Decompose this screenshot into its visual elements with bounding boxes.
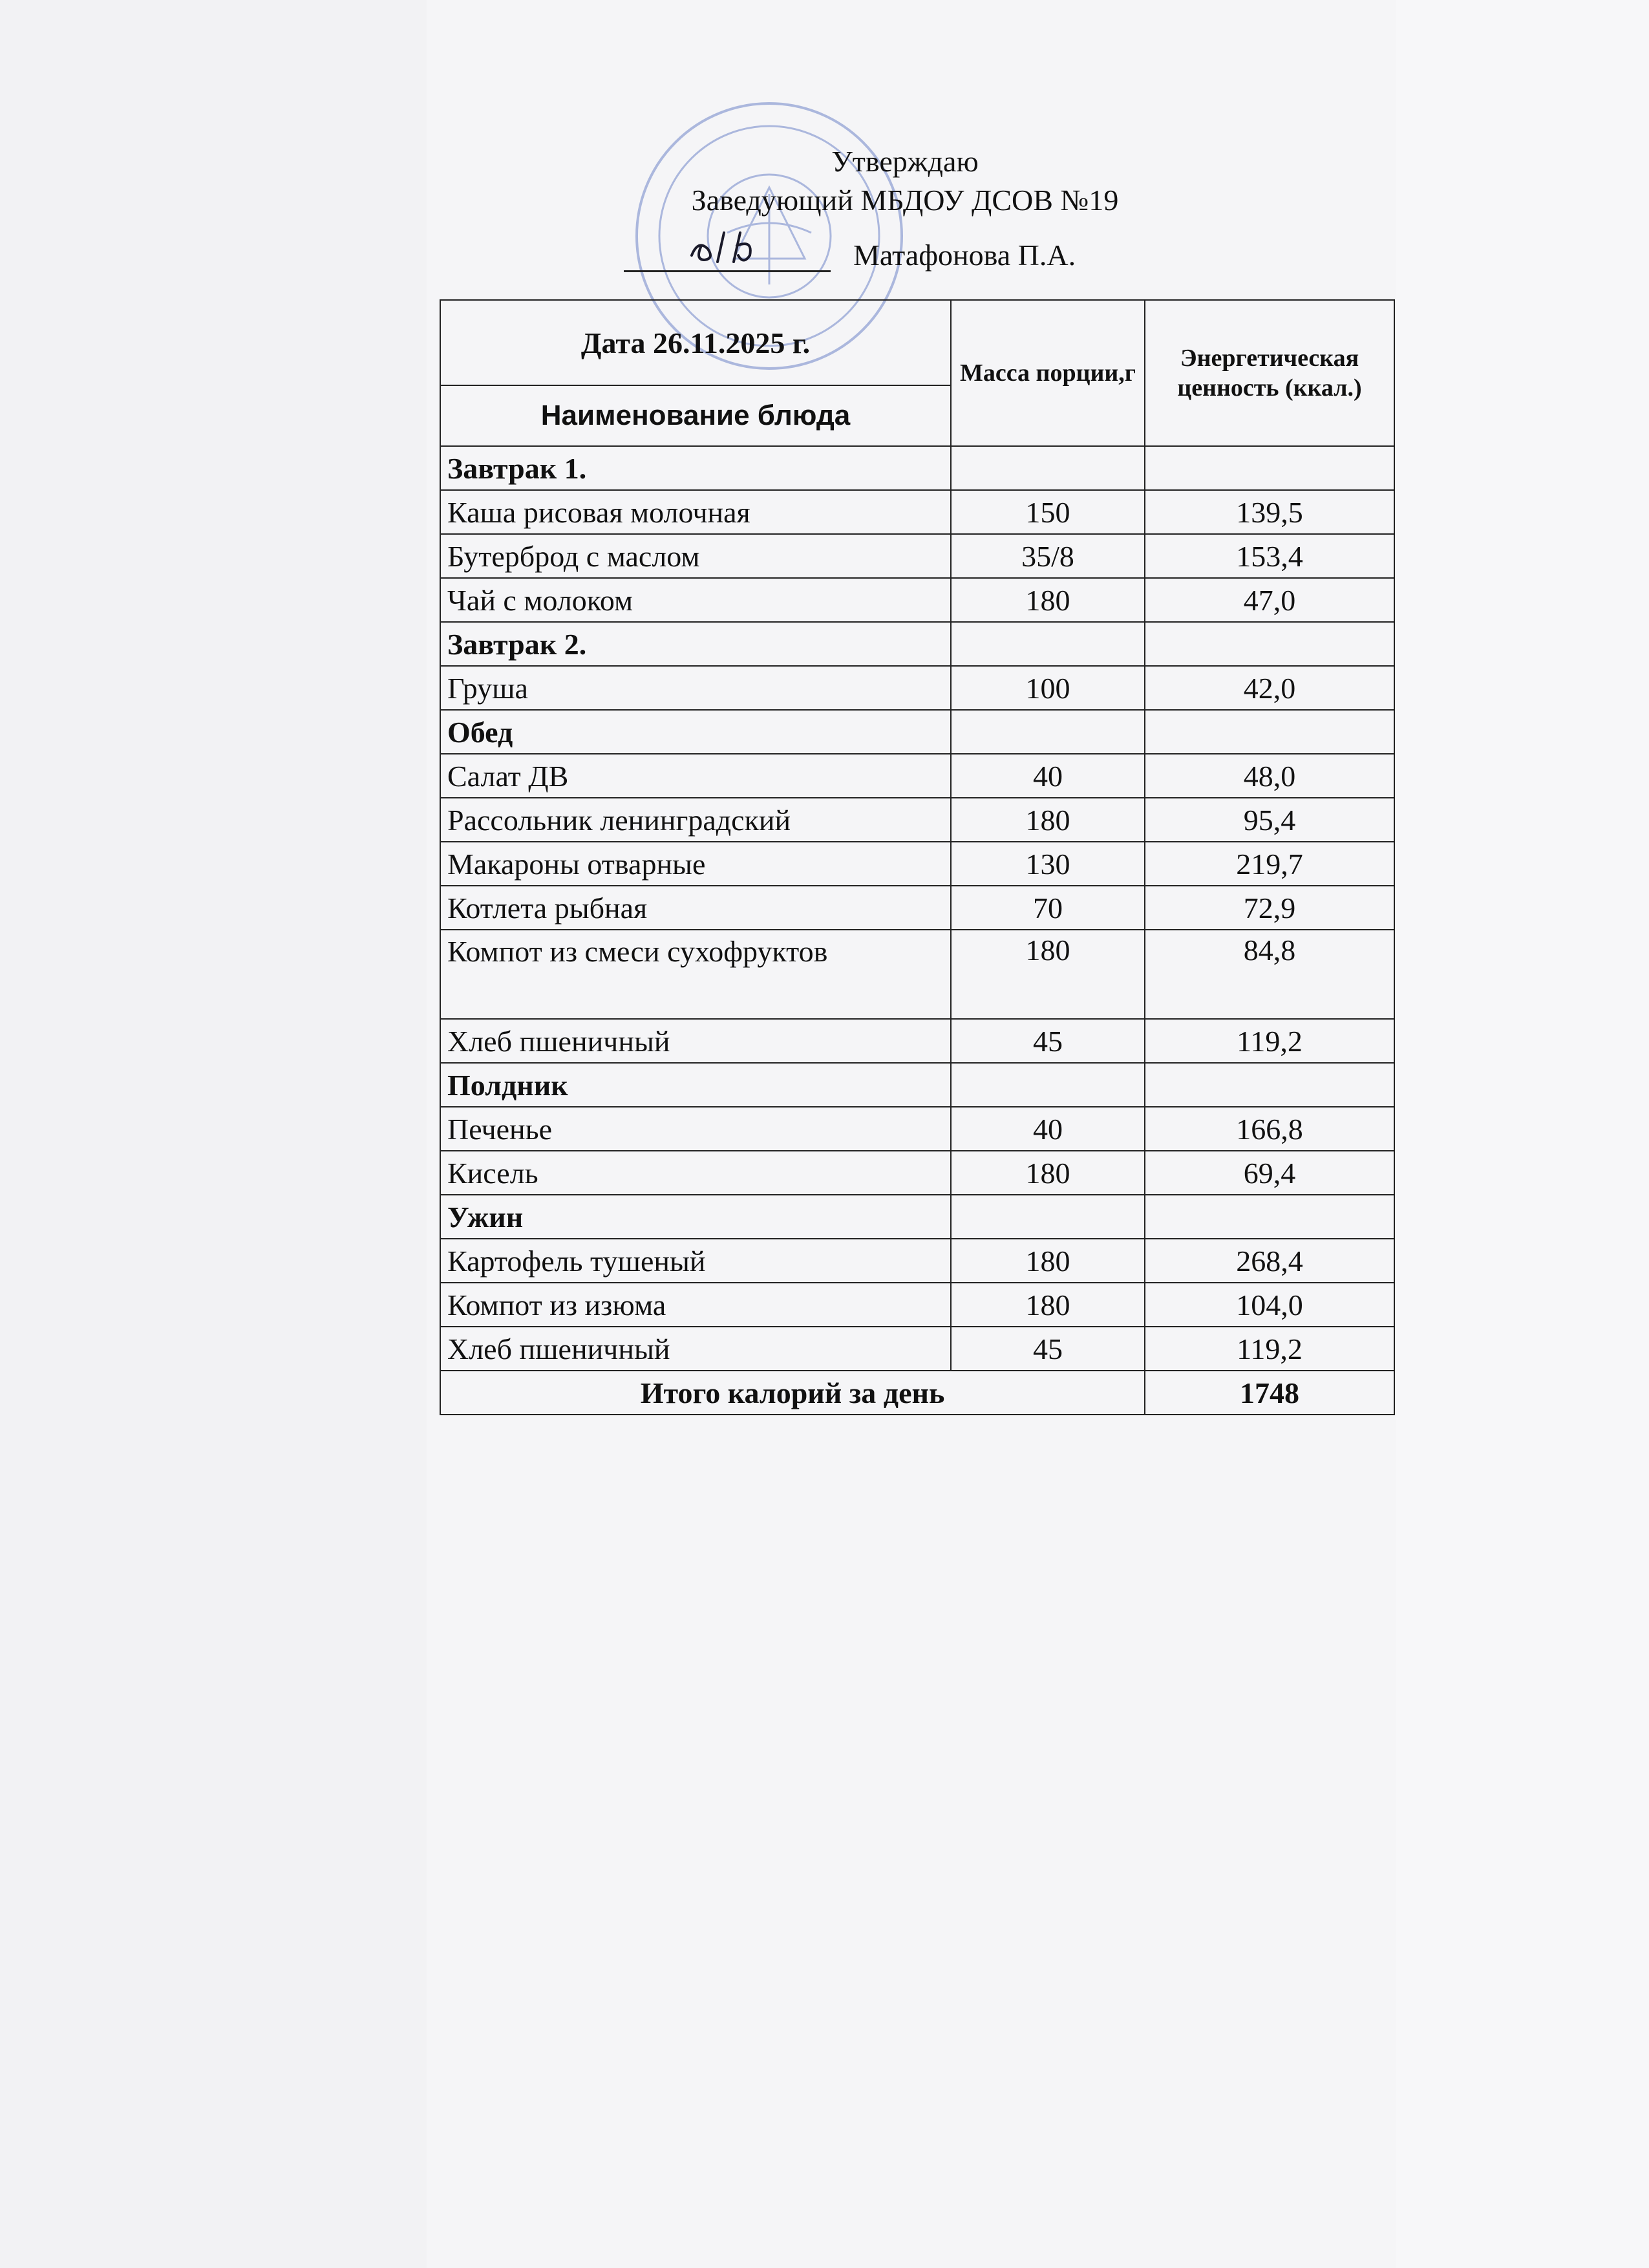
dish-name: Хлеб пшеничный xyxy=(440,1327,951,1371)
total-row xyxy=(440,1371,1394,1415)
approver-position: Заведующий МБДОУ ДСОВ №19 xyxy=(691,184,1119,217)
menu-table xyxy=(440,299,1395,1415)
signer-name: Матафонова П.А. xyxy=(853,239,1076,272)
dish-mass: 180 xyxy=(951,1283,1145,1327)
dish-name: Картофель тушеный xyxy=(440,1239,951,1283)
approval-block xyxy=(582,142,1228,220)
table-row xyxy=(440,754,1394,798)
dish-name: Каша рисовая молочная xyxy=(440,490,951,534)
table-row xyxy=(440,1239,1394,1283)
table-row xyxy=(440,578,1394,622)
table-row xyxy=(440,490,1394,534)
scan-background-right xyxy=(1396,0,1649,2268)
dish-name: Котлета рыбная xyxy=(440,886,951,930)
meal-section-name: Полдник xyxy=(440,1063,951,1107)
dish-energy xyxy=(1145,1063,1394,1107)
dish-energy: 139,5 xyxy=(1145,490,1394,534)
dish-energy: 72,9 xyxy=(1145,886,1394,930)
dish-energy: 219,7 xyxy=(1145,842,1394,886)
dish-name: Хлеб пшеничный xyxy=(440,1019,951,1063)
menu-date: Дата 26.11.2025 г. xyxy=(440,300,951,385)
dish-energy: 119,2 xyxy=(1145,1019,1394,1063)
dish-mass: 180 xyxy=(951,930,1145,1019)
dish-name: Салат ДВ xyxy=(440,754,951,798)
meal-section-name: Ужин xyxy=(440,1195,951,1239)
table-row xyxy=(440,1107,1394,1151)
meal-section-name: Обед xyxy=(440,710,951,754)
dish-mass: 180 xyxy=(951,798,1145,842)
total-value: 1748 xyxy=(1145,1371,1394,1415)
dish-name: Макароны отварные xyxy=(440,842,951,886)
table-row xyxy=(440,930,1394,1019)
column-header-mass: Масса порции,г xyxy=(951,300,1145,446)
meal-section-name: Завтрак 1. xyxy=(440,446,951,490)
dish-mass: 35/8 xyxy=(951,534,1145,578)
table-row xyxy=(440,1151,1394,1195)
dish-energy: 69,4 xyxy=(1145,1151,1394,1195)
dish-mass xyxy=(951,1063,1145,1107)
dish-mass: 45 xyxy=(951,1327,1145,1371)
dish-mass xyxy=(951,446,1145,490)
dish-mass xyxy=(951,1195,1145,1239)
meal-section-row xyxy=(440,1063,1394,1107)
table-row xyxy=(440,1283,1394,1327)
table-header-row xyxy=(440,300,1394,385)
dish-name: Кисель xyxy=(440,1151,951,1195)
dish-name: Чай с молоком xyxy=(440,578,951,622)
dish-energy: 95,4 xyxy=(1145,798,1394,842)
signature-icon xyxy=(679,220,789,272)
table-row xyxy=(440,534,1394,578)
dish-mass xyxy=(951,622,1145,666)
dish-energy: 42,0 xyxy=(1145,666,1394,710)
dish-mass: 180 xyxy=(951,1239,1145,1283)
dish-energy xyxy=(1145,446,1394,490)
column-header-name: Наименование блюда xyxy=(440,385,951,446)
dish-name: Печенье xyxy=(440,1107,951,1151)
column-header-energy: Энергетическая ценность (ккал.) xyxy=(1145,300,1394,446)
dish-energy: 104,0 xyxy=(1145,1283,1394,1327)
dish-mass: 70 xyxy=(951,886,1145,930)
dish-mass: 100 xyxy=(951,666,1145,710)
table-row xyxy=(440,886,1394,930)
dish-mass: 45 xyxy=(951,1019,1145,1063)
dish-energy: 48,0 xyxy=(1145,754,1394,798)
approve-label: Утверждаю xyxy=(831,145,979,178)
table-row xyxy=(440,666,1394,710)
dish-name: Груша xyxy=(440,666,951,710)
dish-energy: 47,0 xyxy=(1145,578,1394,622)
dish-energy xyxy=(1145,710,1394,754)
dish-mass: 40 xyxy=(951,1107,1145,1151)
dish-mass: 180 xyxy=(951,1151,1145,1195)
dish-energy: 119,2 xyxy=(1145,1327,1394,1371)
table-row xyxy=(440,1019,1394,1063)
dish-energy: 166,8 xyxy=(1145,1107,1394,1151)
dish-name: Компот из смеси сухофруктов xyxy=(440,930,951,1019)
table-row xyxy=(440,1327,1394,1371)
meal-section-row xyxy=(440,446,1394,490)
dish-energy: 153,4 xyxy=(1145,534,1394,578)
dish-mass: 130 xyxy=(951,842,1145,886)
meal-section-row xyxy=(440,622,1394,666)
meal-section-row xyxy=(440,1195,1394,1239)
dish-name: Рассольник ленинградский xyxy=(440,798,951,842)
meal-section-name: Завтрак 2. xyxy=(440,622,951,666)
dish-mass xyxy=(951,710,1145,754)
table-row xyxy=(440,842,1394,886)
dish-energy xyxy=(1145,622,1394,666)
table-row xyxy=(440,798,1394,842)
dish-mass: 180 xyxy=(951,578,1145,622)
total-label: Итого калорий за день xyxy=(440,1371,1145,1415)
dish-energy: 84,8 xyxy=(1145,930,1394,1019)
dish-energy xyxy=(1145,1195,1394,1239)
dish-mass: 150 xyxy=(951,490,1145,534)
dish-energy: 268,4 xyxy=(1145,1239,1394,1283)
dish-name: Компот из изюма xyxy=(440,1283,951,1327)
meal-section-row xyxy=(440,710,1394,754)
dish-mass: 40 xyxy=(951,754,1145,798)
dish-name: Бутерброд с маслом xyxy=(440,534,951,578)
signature-line xyxy=(624,270,831,272)
scan-background-left xyxy=(0,0,427,2268)
